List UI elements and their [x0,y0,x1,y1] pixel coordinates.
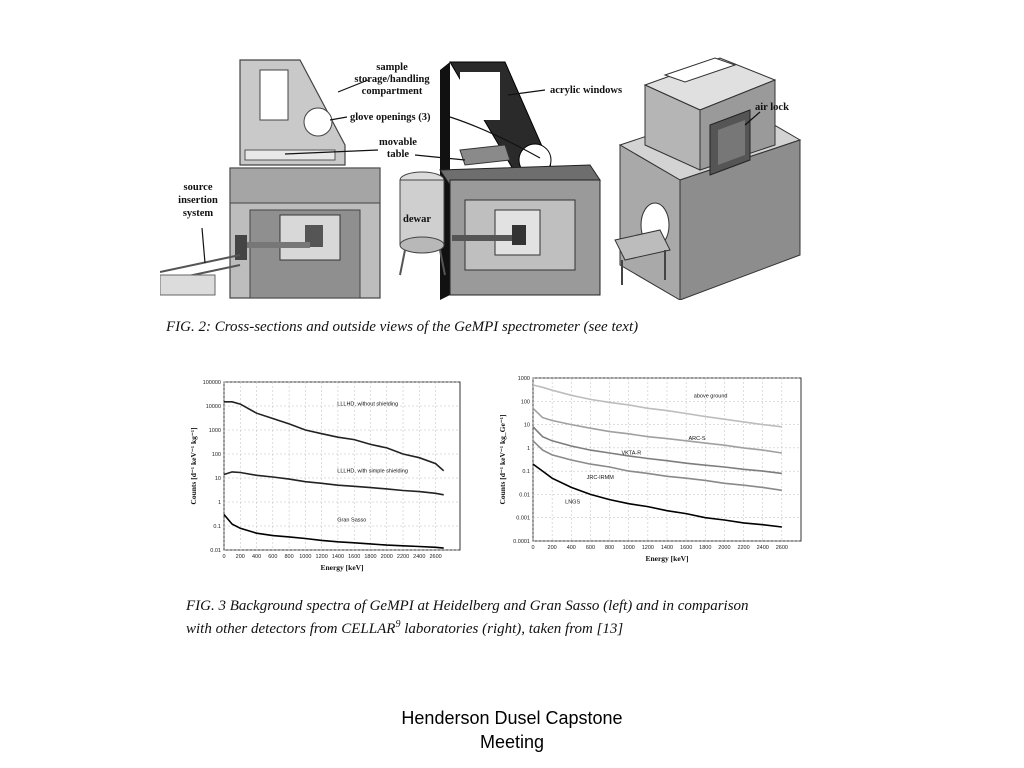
x-tick-label: 2200 [737,545,750,551]
x-tick-label: 1600 [680,545,693,551]
series-annotation: JRC-IRMM [586,475,614,482]
y-tick-label: 0.1 [522,469,530,476]
y-tick-label: 0.0001 [513,539,530,545]
x-tick-label: 1800 [699,545,712,551]
figure-3-left-plot [180,370,470,575]
figure-3-caption-prefix: with other detectors from CELLAR [186,621,396,637]
figure-3-right-plot [485,368,815,578]
x-tick-label: 1400 [331,554,345,560]
y-tick-label: 10000 [205,404,221,410]
figure-3-caption-line-2 [186,619,623,638]
x-tick-label: 2000 [380,554,393,560]
x-tick-label: 1800 [364,554,377,560]
y-tick-label: 0.01 [519,492,530,499]
x-tick-label: 1200 [641,545,654,551]
cross-section-left [160,60,380,298]
y-axis-label: Counts [d⁻¹ keV⁻¹ kg⁻¹] [189,427,198,505]
x-tick-label: 0 [531,545,535,551]
slide-footer [362,706,662,754]
series-annotation: Gran Sasso [337,517,367,524]
x-tick-label: 1000 [299,554,312,560]
series-annotation: above ground [693,393,728,400]
figure-3-caption-line-1: FIG. 3 Background spectra of GeMPI at Heidelberg and Gran Sasso (left) and in comparison [186,598,749,614]
figure-2-drawings [160,50,820,300]
chart-right [485,368,815,578]
x-tick-label: 400 [566,545,576,551]
y-tick-label: 1000 [208,428,221,434]
x-tick-label: 600 [585,545,596,551]
x-tick-label: 2600 [775,545,788,551]
x-tick-label: 600 [268,554,278,560]
x-axis-label: Energy [keV] [645,554,689,563]
x-tick-label: 800 [604,545,615,551]
x-tick-label: 200 [235,554,245,560]
x-axis-label: Energy [keV] [320,563,364,572]
label-source-insertion-3: system [182,208,214,219]
y-tick-label: 1 [217,500,221,506]
x-tick-label: 2600 [429,554,442,560]
series-annotation: LLLHD, with simple shielding [337,468,408,475]
series-annotation: ARC-S [688,435,706,442]
x-tick-label: 400 [251,554,262,560]
x-tick-label: 2200 [396,554,410,560]
figure-3-caption-suffix: laboratories (right), taken from [13] [400,621,624,637]
cross-section-middle [400,62,600,300]
chart-left [180,370,470,575]
y-tick-label: 0.1 [213,524,221,530]
y-tick-label: 100000 [202,380,221,386]
label-movable-table-1: movable [379,137,417,148]
figure-3-caption-sup: 9 [395,619,401,630]
y-tick-label: 100 [211,452,221,458]
x-tick-label: 1400 [660,545,674,551]
y-tick-label: 100 [520,399,530,406]
x-tick-label: 200 [547,545,557,551]
label-air-lock: air lock [755,102,789,113]
label-sample-compartment-1: sample [376,62,408,73]
series-annotation: LLLHD, without shielding [337,401,399,408]
x-tick-label: 800 [284,554,294,560]
x-tick-label: 1200 [315,554,328,560]
y-tick-label: 10 [214,476,221,482]
label-sample-compartment-2: storage/handling [354,74,430,85]
x-tick-label: 2400 [756,545,769,551]
x-tick-label: 1600 [348,554,361,560]
y-tick-label: 0.01 [210,548,221,554]
label-source-insertion-1: source [183,182,213,193]
x-tick-label: 2000 [718,545,731,551]
x-tick-label: 0 [222,554,226,560]
x-tick-label: 2400 [413,554,426,560]
series-annotation: LNGS [565,499,581,506]
footer-line-2: Meeting [479,732,545,752]
outside-view-right [615,58,800,300]
figure-2 [160,50,820,300]
label-dewar: dewar [403,214,431,225]
label-acrylic-windows: acrylic windows [550,85,623,96]
label-glove-openings: glove openings (3) [350,112,431,123]
series-annotation: VKTA-R [621,450,642,457]
x-tick-label: 1000 [622,545,635,551]
label-sample-compartment-3: compartment [361,86,423,97]
y-axis-label: Counts [d⁻¹ keV⁻¹ kg_Ge⁻¹] [498,414,507,505]
y-tick-label: 1000 [517,376,530,382]
y-tick-label: 10 [523,422,530,429]
label-source-insertion-2: insertion [178,195,218,206]
y-tick-label: 0.001 [516,515,530,522]
footer-line-1: Henderson Dusel Capstone [401,708,623,728]
label-movable-table-2: table [386,149,410,160]
y-tick-label: 1 [526,445,530,452]
figure-2-caption: FIG. 2: Cross-sections and outside views of the GeMPI spectrometer (see text) [166,319,639,335]
